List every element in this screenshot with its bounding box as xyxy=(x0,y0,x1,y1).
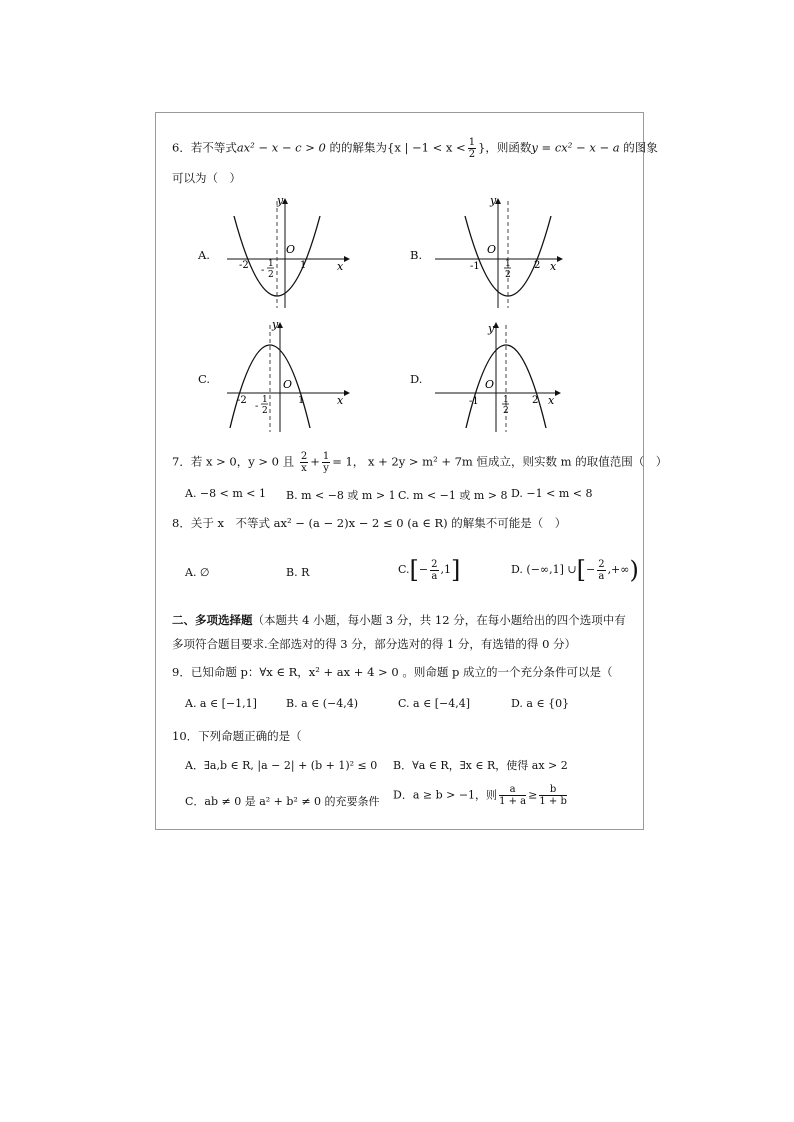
svg-text:1: 1 xyxy=(268,259,274,269)
graph-a-tick-neg2: -2 xyxy=(239,260,249,271)
svg-text:1: 1 xyxy=(503,395,509,405)
q7-option-d[interactable]: D. −1 < m < 8 xyxy=(511,487,593,500)
q6-prefix: 若不等式 xyxy=(190,140,237,155)
svg-text:2: 2 xyxy=(262,406,268,416)
q9-option-a[interactable]: A. a ∈ [−1,1] xyxy=(185,697,257,710)
q7-fraction-2-x: $\frac{2}{x}$ xyxy=(300,451,308,474)
q6-tail: 的图象 xyxy=(623,140,658,155)
svg-text:1: 1 xyxy=(262,395,268,405)
graph-d-x-axis: x xyxy=(548,394,555,407)
q6-stem: 6．若不等式ax² − x − c > 0 的的解集为{x | −1 < x < $\frac{1}{2}$ }，则函数y = cx² − x − a 的图象 xyxy=(172,137,658,160)
graph-b-origin: O xyxy=(487,243,497,256)
graph-c-x-axis: x xyxy=(337,394,344,407)
q6-inequality: ax² − x − c > 0 xyxy=(236,140,326,155)
q8-option-b[interactable]: B. R xyxy=(286,566,310,579)
graph-b-x-axis: x xyxy=(550,260,557,273)
graph-b-y-axis: y xyxy=(490,196,497,207)
q6-set: {x | −1 < x < xyxy=(387,140,466,155)
q10-option-b[interactable]: B．∀a ∈ R，∃x ∈ R，使得 ax > 2 xyxy=(393,759,568,772)
svg-text:1: 1 xyxy=(505,259,511,269)
q7-fraction-1-y: $\frac{1}{y}$ xyxy=(322,451,330,474)
graph-b-tick-neg1: -1 xyxy=(470,261,480,272)
graph-c-label: C. xyxy=(198,372,211,386)
q10-option-d[interactable]: D．a ≥ b > −1，则 $\frac{a}{1 + a}$ ≥ $\frac{b}{1 + b}$ xyxy=(393,784,567,807)
graph-c xyxy=(222,320,352,435)
q6-number: 6． xyxy=(172,140,191,155)
q7-stem: 7．若 x > 0，y > 0 且 $\frac{2}{x}$ + $\frac{1}{y}$ = 1， x + 2y > m² + 7m 恒成立，则实数 m 的取值范围（ ） xyxy=(172,451,668,474)
q8-number: 8． xyxy=(172,516,191,530)
q10-stem: 10．下列命题正确的是（ xyxy=(172,729,302,743)
graph-d xyxy=(430,320,565,435)
q8-stem: 8．关于 x 不等式 ax² − (a − 2)x − 2 ≤ 0 (a ∈ R) 的解集不可能是（ ） xyxy=(172,516,567,530)
q8-option-c[interactable]: C.[− $\frac{2}{a}$ ,1] xyxy=(398,556,461,584)
q7-number: 7． xyxy=(172,454,191,469)
svg-text:2: 2 xyxy=(503,406,509,416)
q9-option-b[interactable]: B. a ∈ (−4,4) xyxy=(286,697,359,710)
q6-half-fraction: $\frac{1}{2}$ xyxy=(468,137,476,160)
section2-heading: 二、多项选择题（本题共 4 小题，每小题 3 分，共 12 分，在每小题给出的四个选项中有 xyxy=(172,613,626,627)
section2-desc2: 多项符合题目要求.全部选对的得 3 分，部分选对的得 1 分，有选错的得 0 分） xyxy=(172,637,577,651)
q6-line2: 可以为（ ） xyxy=(172,171,241,185)
graph-b-label: B. xyxy=(410,248,423,262)
svg-text:-: - xyxy=(255,401,259,412)
svg-text:2: 2 xyxy=(268,270,274,280)
q10-option-a[interactable]: A．∃a,b ∈ R, |a − 2| + (b + 1)² ≤ 0 xyxy=(185,759,378,772)
q9-stem: 9．已知命题 p：∀x ∈ R，x² + ax + 4 > 0 。则命题 p 成立的一个充分条件可以是（ xyxy=(172,665,613,679)
q9-number: 9． xyxy=(172,665,191,679)
graph-d-label: D. xyxy=(410,372,423,386)
graph-c-origin: O xyxy=(283,378,293,391)
graph-c-tick-1: 1 xyxy=(298,395,305,406)
graph-d-origin: O xyxy=(485,378,495,391)
q7-option-a[interactable]: A. −8 < m < 1 xyxy=(185,487,267,500)
graph-a-tick-1: 1 xyxy=(300,260,307,271)
q6-function: y = cx² − x − a xyxy=(531,140,620,155)
graph-a-label: A. xyxy=(198,248,210,262)
graph-b-tick-2: 2 xyxy=(534,260,541,271)
graph-d-tick-neg1: -1 xyxy=(469,396,479,407)
q7-option-b[interactable]: B. m < −8 或 m > 1 xyxy=(286,489,396,502)
q8-option-a[interactable]: A. ∅ xyxy=(185,566,210,579)
q7-option-c[interactable]: C. m < −1 或 m > 8 xyxy=(398,489,508,502)
graph-c-y-axis: y xyxy=(272,320,279,331)
q9-option-c[interactable]: C. a ∈ [−4,4] xyxy=(398,697,471,710)
graph-a-origin: O xyxy=(286,243,296,256)
q9-option-d[interactable]: D. a ∈ {0} xyxy=(511,697,570,710)
q10-option-c[interactable]: C．ab ≠ 0 是 a² + b² ≠ 0 的充要条件 xyxy=(185,795,380,808)
q6-suffix: ，则函数 xyxy=(485,140,532,155)
section2-title: 二、多项选择题 xyxy=(172,613,253,627)
graph-a-y-axis: y xyxy=(277,196,284,207)
graph-b xyxy=(430,196,565,311)
q8-option-d[interactable]: D. (−∞,1] ∪[− $\frac{2}{a}$ ,+∞) xyxy=(511,556,639,584)
graph-c-tick-neg2: -2 xyxy=(237,395,247,406)
graph-d-tick-2: 2 xyxy=(532,395,539,406)
graph-a xyxy=(222,196,352,311)
svg-text:2: 2 xyxy=(505,270,511,280)
q10-number: 10． xyxy=(172,729,199,743)
q6-mid: 的解集为 xyxy=(341,140,388,155)
graph-a-x-axis: x xyxy=(337,260,344,273)
svg-text:-: - xyxy=(261,265,265,276)
graph-d-y-axis: y xyxy=(488,322,495,335)
